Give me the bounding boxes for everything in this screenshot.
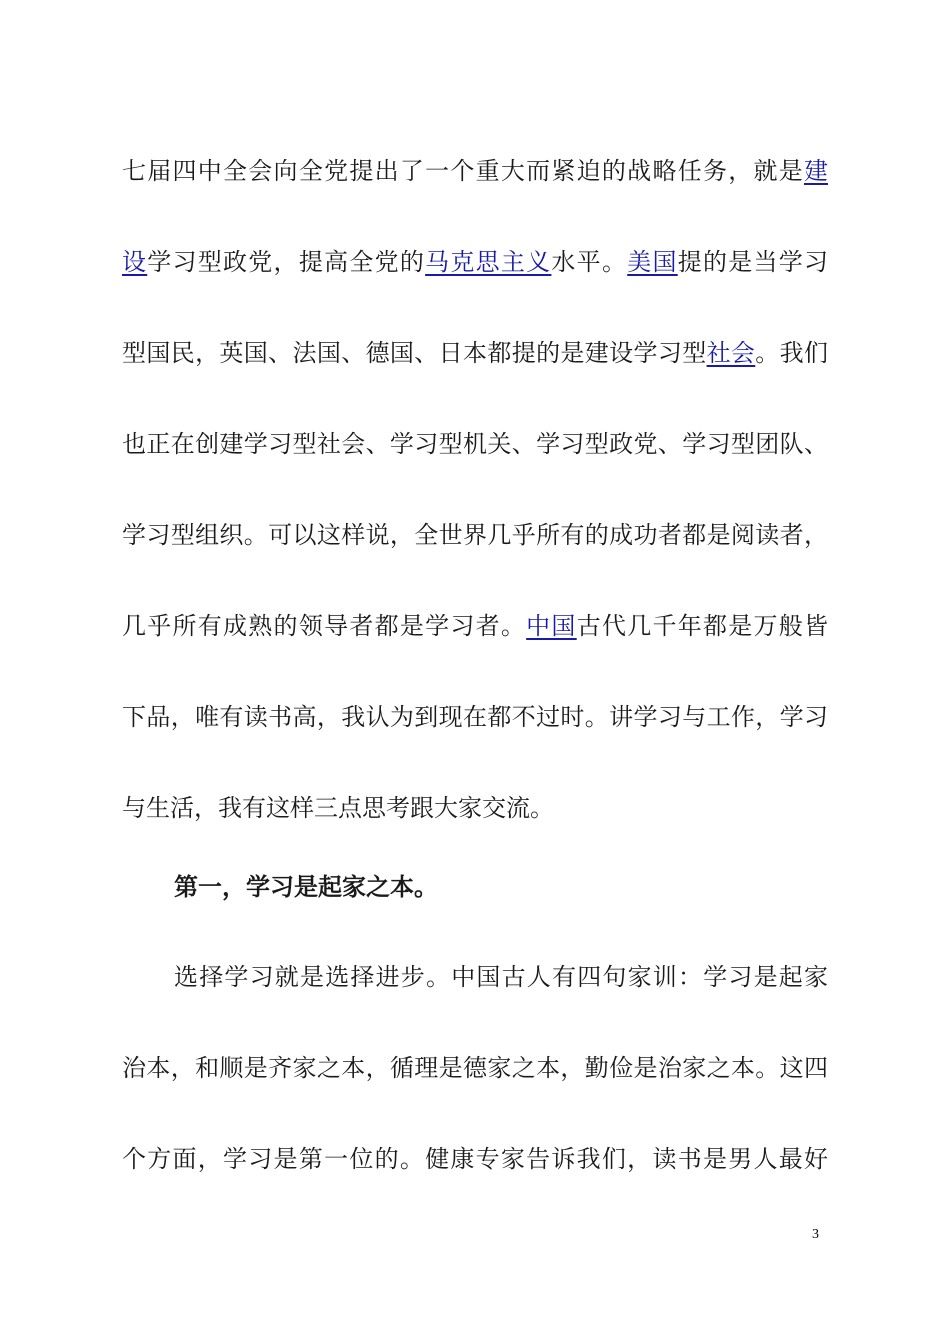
para-line-2 bbox=[122, 247, 828, 277]
text-run: 水平。 bbox=[551, 248, 628, 276]
text-run: 学习型政党，提高全党的 bbox=[147, 248, 426, 276]
para-line-5 bbox=[122, 520, 828, 550]
text-run: 古代几千年都是万般皆 bbox=[576, 612, 829, 640]
page-number: 3 bbox=[812, 1227, 819, 1242]
text-run: 提的是当学习 bbox=[677, 248, 829, 276]
text-run: 也正在创建学习型社会、学习型机关、学习型政党、学习型团队、 bbox=[122, 430, 828, 458]
para-line-6 bbox=[122, 611, 828, 641]
para-line-4 bbox=[122, 429, 828, 459]
text-run: 型国民，英国、法国、德国、日本都提的是建设学习型 bbox=[122, 339, 707, 367]
inline-link[interactable]: 建 bbox=[804, 157, 828, 185]
text-run: 几乎所有成熟的领导者都是学习者。 bbox=[122, 612, 527, 640]
inline-link[interactable]: 设 bbox=[122, 248, 148, 276]
inline-link[interactable]: 美国 bbox=[627, 248, 678, 276]
text-run: 下品，唯有读书高，我认为到现在都不过时。讲学习与工作，学习 bbox=[122, 703, 828, 731]
para2-line-2: 治本，和顺是齐家之本，循理是德家之本，勤俭是治家之本。这四 bbox=[122, 1054, 828, 1082]
inline-link[interactable]: 中国 bbox=[526, 612, 577, 640]
text-run: 。我们 bbox=[755, 339, 829, 367]
section-heading: 第一，学习是起家之本。 bbox=[174, 873, 438, 901]
inline-link[interactable]: 马克思主义 bbox=[425, 248, 552, 276]
para-line-7 bbox=[122, 702, 828, 732]
para-line-1 bbox=[122, 156, 828, 186]
text-run: 与生活，我有这样三点思考跟大家交流。 bbox=[122, 794, 554, 822]
para2-line-3: 个方面，学习是第一位的。健康专家告诉我们，读书是男人最好 bbox=[122, 1145, 828, 1173]
para2-line-1: 选择学习就是选择进步。中国古人有四句家训：学习是起家 bbox=[174, 963, 828, 991]
para-line-8 bbox=[122, 793, 828, 823]
text-run: 学习型组织。可以这样说，全世界几乎所有的成功者都是阅读者， bbox=[122, 521, 828, 549]
text-run: 七届四中全会向全党提出了一个重大而紧迫的战略任务，就是 bbox=[122, 157, 804, 185]
inline-link[interactable]: 社会 bbox=[706, 339, 756, 367]
para-line-3 bbox=[122, 338, 828, 368]
